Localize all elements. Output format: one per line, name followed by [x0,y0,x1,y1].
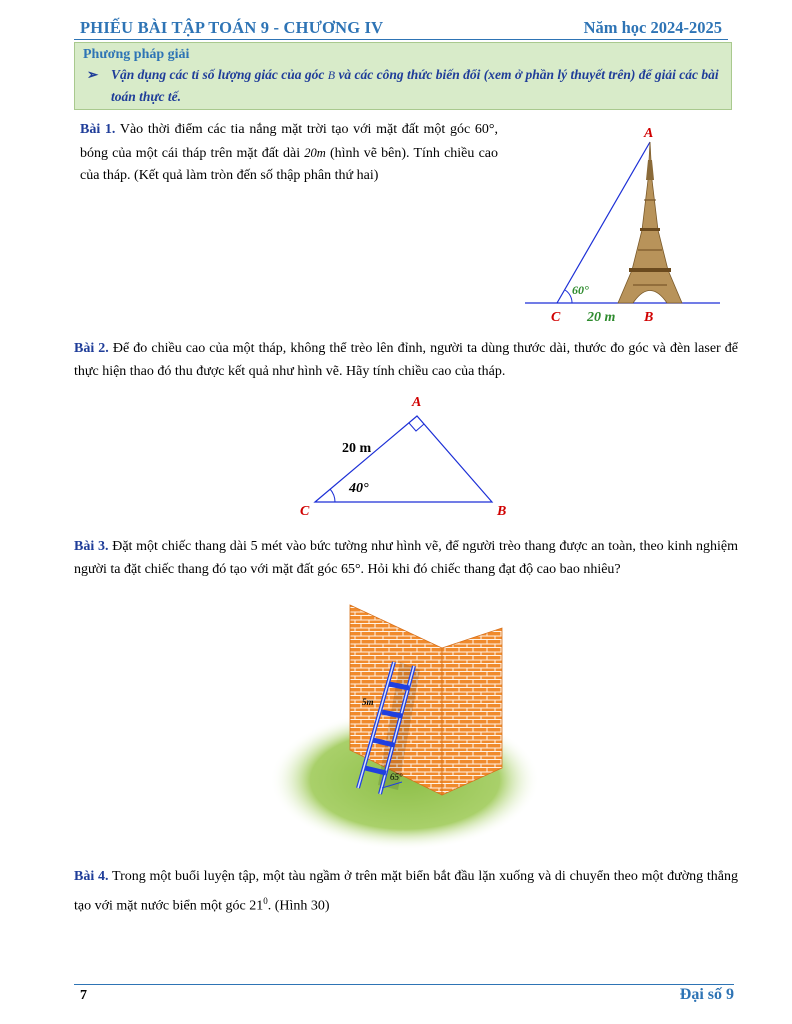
method-symbol: B [327,68,336,82]
header-year: Năm học 2024-2025 [583,18,722,37]
exercise-4-text-1: Trong một buổi luyện tập, một tàu ngầm ở trên mặt biển bắt đầu lặn xuống và di chuyển theo một đường thẳng tạo với mặt nước biển một góc [74,869,739,914]
fig2-length-label: 20 m [342,441,372,456]
exercise-2-label: Bài 2. [74,341,109,356]
exercise-1-text-1: Vào thời điểm các tia nắng mặt trời tạo với mặt đất một góc [119,122,471,137]
fig1-label-a: A [644,126,654,141]
fig2-label-c: C [300,504,310,519]
exercise-4-label: Bài 4. [74,869,109,884]
method-body [87,64,727,108]
exercise-1-figure [520,120,730,330]
header-title: PHIẾU BÀI TẬP TOÁN 9 - CHƯƠNG IV [80,18,384,37]
exercise-3 [74,536,738,581]
exercise-1-text-3: (hình vẽ bên). Tính chiều cao của tháp. (Kết quả làm tròn đến số thập phân thứ hai) [80,145,499,183]
method-box [74,42,732,110]
exercise-1-text-2: bóng của một cái tháp trên mặt đất dài [80,145,301,161]
eiffel-tower-icon [618,142,682,303]
bullet-arrow-icon: ➢ [87,67,99,82]
fig1-label-b: B [644,310,654,325]
exercise-4-degree: 0 [263,896,268,906]
fig1-label-c: C [551,310,561,325]
footer-divider [74,984,734,985]
fig2-label-b: B [497,504,507,519]
method-text-after: và các công thức biến đổi (xem ở phần lý thuyết trên) để giải các bài toán thực tế. [111,67,719,104]
fig3-length-label: 5m [362,697,374,707]
fig3-angle-label: 65° [390,772,403,782]
method-text-before: Vận dụng các tỉ số lượng giác của góc [111,67,325,82]
exercise-4-angle: 21 [249,898,264,914]
exercise-2 [74,338,738,383]
exercise-3-text-1: Đặt một chiếc thang dài 5 mét vào bức tường như hình vẽ, để người trèo thang được an toàn, theo kinh nghiệm người ta đặt chiếc thang đó tạo với mặt đất góc [74,539,739,577]
exercise-4 [74,864,738,919]
exercise-3-angle: 65° [340,561,361,577]
exercise-3-label: Bài 3. [74,539,109,554]
exercise-1-label: Bài 1. [80,122,116,137]
exercise-2-text: Để đo chiều cao của một tháp, không thể trèo lên đỉnh, người ta dùng thước dài, thước đo góc và đèn laser để thực hiện thao đó thu được kết quả như hình vẽ. Hãy tính chiều cao của tháp. [74,341,738,379]
exercise-4-text-2: . (Hình 30) [267,898,330,914]
exercise-2-figure [295,390,520,520]
method-title: Phương pháp giải [83,47,190,62]
fig1-length-label: 20 m [587,310,616,325]
brick-wall-right [442,628,502,795]
exercise-3-figure [270,600,538,855]
header-divider [74,39,728,40]
exercise-1 [80,119,498,188]
fig2-label-a: A [412,395,422,410]
exercise-3-text-2: . Hỏi khi đó chiếc thang đạt độ cao bao nhiêu? [360,561,621,577]
exercise-1-angle: 60°, [474,122,498,137]
exercise-1-length: 20m [304,145,326,160]
page-number: 7 [80,988,87,1003]
fig2-angle-label: 40° [349,481,369,496]
footer-subject: Đại số 9 [679,986,734,1003]
fig1-angle-label: 60° [572,283,589,297]
